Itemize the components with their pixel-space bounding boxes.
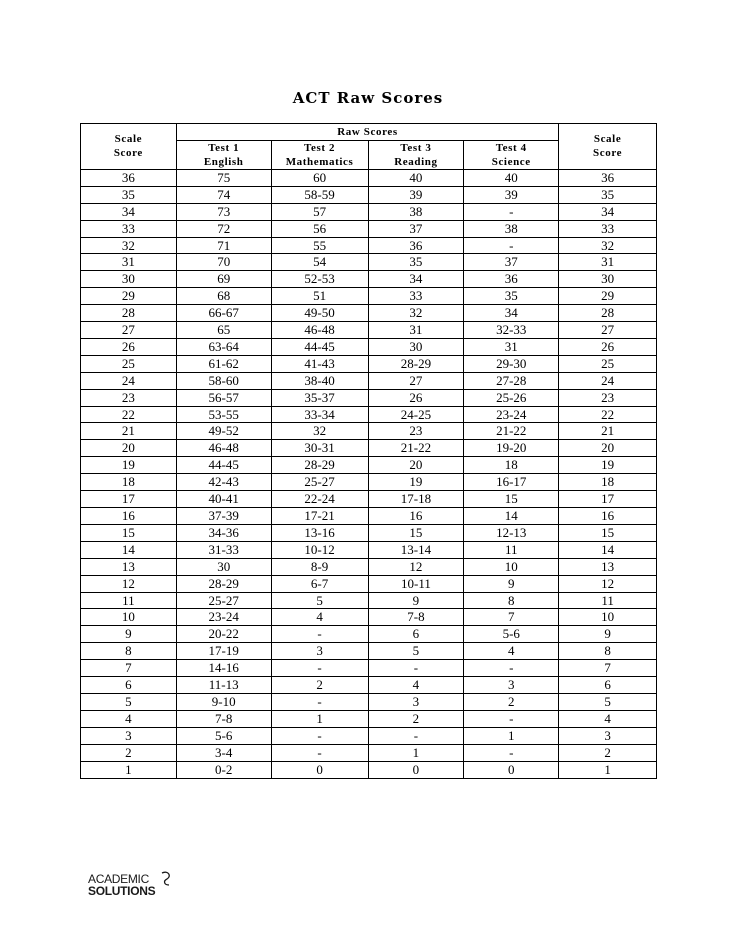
table-cell: 35-37 — [271, 389, 368, 406]
table-row — [81, 372, 657, 389]
table-cell: 27 — [559, 322, 657, 339]
academic-solutions-logo — [88, 873, 155, 897]
table-cell: 11 — [81, 592, 177, 609]
table-cell: 27 — [368, 372, 464, 389]
table-cell: 16 — [81, 508, 177, 525]
table-cell: 7 — [464, 609, 559, 626]
table-cell: 21 — [81, 423, 177, 440]
table-cell: 38-40 — [271, 372, 368, 389]
table-cell: 23 — [368, 423, 464, 440]
table-cell: 10 — [464, 558, 559, 575]
table-cell: 17-21 — [271, 508, 368, 525]
table-cell: 38 — [368, 203, 464, 220]
table-cell: 12 — [559, 575, 657, 592]
table-cell: 46-48 — [176, 440, 271, 457]
table-cell: 10 — [559, 609, 657, 626]
table-row — [81, 220, 657, 237]
table-header — [81, 124, 657, 170]
table-cell: 40 — [464, 169, 559, 186]
table-row — [81, 575, 657, 592]
table-cell: 34 — [559, 203, 657, 220]
table-cell: 73 — [176, 203, 271, 220]
table-cell: 20-22 — [176, 626, 271, 643]
logo-line-2: SOLUTIONS — [88, 884, 156, 898]
test-1-header: Test 1 English — [176, 140, 271, 169]
table-cell: 3 — [271, 643, 368, 660]
table-cell: 57 — [271, 203, 368, 220]
table-row — [81, 406, 657, 423]
table-cell: 52-53 — [271, 271, 368, 288]
table-row — [81, 524, 657, 541]
table-cell: 24 — [81, 372, 177, 389]
table-cell: 26 — [559, 338, 657, 355]
table-cell: - — [368, 727, 464, 744]
table-row — [81, 558, 657, 575]
table-row — [81, 338, 657, 355]
table-cell: 34 — [368, 271, 464, 288]
table-cell: 1 — [368, 744, 464, 761]
table-cell: 2 — [81, 744, 177, 761]
table-cell: 42-43 — [176, 474, 271, 491]
table-cell: 30-31 — [271, 440, 368, 457]
table-cell: 1 — [559, 761, 657, 778]
table-cell: 44-45 — [176, 457, 271, 474]
table-cell: 13-14 — [368, 541, 464, 558]
table-cell: 32 — [81, 237, 177, 254]
table-cell: 12 — [81, 575, 177, 592]
table-cell: 13 — [81, 558, 177, 575]
table-cell: 49-52 — [176, 423, 271, 440]
table-cell: 54 — [271, 254, 368, 271]
table-row — [81, 660, 657, 677]
table-cell: 25 — [81, 355, 177, 372]
table-cell: 13 — [559, 558, 657, 575]
table-cell: 36 — [464, 271, 559, 288]
table-body — [81, 169, 657, 778]
table-cell: 32 — [271, 423, 368, 440]
table-cell: 35 — [81, 186, 177, 203]
table-row — [81, 389, 657, 406]
table-cell: 69 — [176, 271, 271, 288]
table-cell: 31 — [464, 338, 559, 355]
table-cell: 18 — [81, 474, 177, 491]
table-cell: 33 — [368, 288, 464, 305]
table-row — [81, 254, 657, 271]
table-cell: 16-17 — [464, 474, 559, 491]
table-cell: 26 — [368, 389, 464, 406]
table-cell: 58-60 — [176, 372, 271, 389]
table-cell: 9 — [464, 575, 559, 592]
table-cell: 11-13 — [176, 677, 271, 694]
logo-line-1: ACADEMIC — [88, 872, 149, 886]
table-cell: 14 — [81, 541, 177, 558]
table-cell: 13-16 — [271, 524, 368, 541]
table-row — [81, 643, 657, 660]
table-cell: 10-12 — [271, 541, 368, 558]
table-row — [81, 440, 657, 457]
table-cell: 25-27 — [271, 474, 368, 491]
table-cell: 20 — [81, 440, 177, 457]
table-cell: 17 — [81, 491, 177, 508]
table-cell: 28 — [559, 305, 657, 322]
table-cell: 2 — [464, 693, 559, 710]
table-cell: 7-8 — [368, 609, 464, 626]
table-cell: 9 — [81, 626, 177, 643]
table-cell: 10 — [81, 609, 177, 626]
table-cell: 15 — [81, 524, 177, 541]
table-cell: 55 — [271, 237, 368, 254]
table-cell: 9-10 — [176, 693, 271, 710]
table-cell: 4 — [559, 710, 657, 727]
table-cell: 29 — [559, 288, 657, 305]
table-cell: 15 — [559, 524, 657, 541]
table-cell: 7 — [559, 660, 657, 677]
act-raw-scores-table — [80, 123, 657, 779]
raw-scores-header: Raw Scores — [176, 124, 558, 141]
table-cell: 0-2 — [176, 761, 271, 778]
table-cell: 32 — [368, 305, 464, 322]
table-cell: - — [368, 660, 464, 677]
table-cell: 56 — [271, 220, 368, 237]
scale-score-header-left: Scale Score — [81, 124, 177, 170]
table-cell: 34-36 — [176, 524, 271, 541]
table-cell: 21 — [559, 423, 657, 440]
table-row — [81, 609, 657, 626]
table-cell: 4 — [81, 710, 177, 727]
table-cell: 21-22 — [368, 440, 464, 457]
table-cell: 7-8 — [176, 710, 271, 727]
table-cell: 24 — [559, 372, 657, 389]
swirl-icon — [158, 870, 174, 888]
table-cell: 20 — [559, 440, 657, 457]
table-cell: 6-7 — [271, 575, 368, 592]
table-cell: 61-62 — [176, 355, 271, 372]
table-cell: 5 — [271, 592, 368, 609]
table-cell: 2 — [368, 710, 464, 727]
table-cell: 33 — [81, 220, 177, 237]
table-cell: 41-43 — [271, 355, 368, 372]
table-cell: 17 — [559, 491, 657, 508]
table-cell: 40 — [368, 169, 464, 186]
table-cell: 32 — [559, 237, 657, 254]
test-3-header: Test 3 Reading — [368, 140, 464, 169]
table-row — [81, 322, 657, 339]
table-row — [81, 541, 657, 558]
table-cell: 32-33 — [464, 322, 559, 339]
table-cell: 33 — [559, 220, 657, 237]
table-cell: 29 — [81, 288, 177, 305]
table-cell: 22-24 — [271, 491, 368, 508]
table-cell: 4 — [464, 643, 559, 660]
table-cell: 25 — [559, 355, 657, 372]
table-cell: 16 — [559, 508, 657, 525]
table-cell: 74 — [176, 186, 271, 203]
table-cell: 12 — [368, 558, 464, 575]
table-cell: 3 — [81, 727, 177, 744]
table-cell: 14-16 — [176, 660, 271, 677]
table-cell: 2 — [559, 744, 657, 761]
table-cell: 19-20 — [464, 440, 559, 457]
table-cell: 27 — [81, 322, 177, 339]
table-cell: 23-24 — [176, 609, 271, 626]
table-cell: 4 — [368, 677, 464, 694]
table-row — [81, 288, 657, 305]
table-cell: 28-29 — [368, 355, 464, 372]
table-cell: 1 — [81, 761, 177, 778]
table-cell: 30 — [176, 558, 271, 575]
table-cell: 9 — [368, 592, 464, 609]
table-cell: 38 — [464, 220, 559, 237]
table-cell: 7 — [81, 660, 177, 677]
table-row — [81, 744, 657, 761]
table-cell: 34 — [81, 203, 177, 220]
table-cell: 46-48 — [271, 322, 368, 339]
table-cell: 30 — [368, 338, 464, 355]
table-cell: 14 — [559, 541, 657, 558]
table-cell: 18 — [464, 457, 559, 474]
table-cell: 4 — [271, 609, 368, 626]
table-cell: 5 — [368, 643, 464, 660]
table-cell: 66-67 — [176, 305, 271, 322]
table-cell: 35 — [559, 186, 657, 203]
table-cell: 19 — [559, 457, 657, 474]
table-cell: - — [271, 744, 368, 761]
table-cell: 31 — [559, 254, 657, 271]
table-row — [81, 710, 657, 727]
table-cell: 40-41 — [176, 491, 271, 508]
table-row — [81, 169, 657, 186]
table-cell: 28-29 — [176, 575, 271, 592]
table-cell: 1 — [464, 727, 559, 744]
table-cell: 5 — [81, 693, 177, 710]
table-cell: - — [464, 660, 559, 677]
table-cell: 12-13 — [464, 524, 559, 541]
table-cell: 17-19 — [176, 643, 271, 660]
table-row — [81, 474, 657, 491]
table-cell: - — [271, 626, 368, 643]
table-row — [81, 423, 657, 440]
table-cell: 5 — [559, 693, 657, 710]
table-cell: 25-26 — [464, 389, 559, 406]
table-cell: 5-6 — [176, 727, 271, 744]
test-2-header: Test 2 Mathematics — [271, 140, 368, 169]
table-cell: 53-55 — [176, 406, 271, 423]
table-cell: 75 — [176, 169, 271, 186]
table-row — [81, 508, 657, 525]
table-cell: 35 — [464, 288, 559, 305]
table-row — [81, 305, 657, 322]
table-cell: 6 — [559, 677, 657, 694]
table-cell: 11 — [559, 592, 657, 609]
table-cell: 0 — [464, 761, 559, 778]
table-cell: 6 — [368, 626, 464, 643]
table-cell: 23 — [81, 389, 177, 406]
table-cell: 34 — [464, 305, 559, 322]
table-cell: 3 — [464, 677, 559, 694]
table-cell: 60 — [271, 169, 368, 186]
table-row — [81, 761, 657, 778]
table-cell: 15 — [464, 491, 559, 508]
table-row — [81, 677, 657, 694]
table-row — [81, 186, 657, 203]
table-cell: 23 — [559, 389, 657, 406]
table-cell: 25-27 — [176, 592, 271, 609]
table-cell: 63-64 — [176, 338, 271, 355]
table-cell: 28-29 — [271, 457, 368, 474]
table-cell: 0 — [271, 761, 368, 778]
table-cell: 31-33 — [176, 541, 271, 558]
table-cell: - — [271, 727, 368, 744]
table-cell: 1 — [271, 710, 368, 727]
table-cell: 3 — [559, 727, 657, 744]
table-cell: 23-24 — [464, 406, 559, 423]
table-cell: 27-28 — [464, 372, 559, 389]
table-cell: 22 — [81, 406, 177, 423]
test-4-header: Test 4 Science — [464, 140, 559, 169]
table-cell: 31 — [368, 322, 464, 339]
table-cell: 37 — [464, 254, 559, 271]
table-cell: 2 — [271, 677, 368, 694]
table-cell: 56-57 — [176, 389, 271, 406]
table-row — [81, 203, 657, 220]
table-cell: - — [464, 744, 559, 761]
table-cell: 5-6 — [464, 626, 559, 643]
table-cell: 70 — [176, 254, 271, 271]
table-row — [81, 237, 657, 254]
table-cell: 6 — [81, 677, 177, 694]
table-row — [81, 592, 657, 609]
table-row — [81, 626, 657, 643]
table-cell: 44-45 — [271, 338, 368, 355]
table-cell: 16 — [368, 508, 464, 525]
table-row — [81, 355, 657, 372]
table-row — [81, 491, 657, 508]
table-cell: - — [271, 660, 368, 677]
table-cell: 36 — [368, 237, 464, 254]
table-cell: 10-11 — [368, 575, 464, 592]
table-cell: 11 — [464, 541, 559, 558]
table-cell: 58-59 — [271, 186, 368, 203]
table-cell: 22 — [559, 406, 657, 423]
table-cell: 26 — [81, 338, 177, 355]
table-cell: 9 — [559, 626, 657, 643]
table-cell: 18 — [559, 474, 657, 491]
table-cell: 35 — [368, 254, 464, 271]
table-cell: 33-34 — [271, 406, 368, 423]
table-cell: 31 — [81, 254, 177, 271]
table-cell: 39 — [368, 186, 464, 203]
table-cell: 37-39 — [176, 508, 271, 525]
table-cell: 65 — [176, 322, 271, 339]
table-cell: 71 — [176, 237, 271, 254]
table-cell: - — [464, 710, 559, 727]
table-cell: 20 — [368, 457, 464, 474]
table-cell: - — [464, 237, 559, 254]
table-cell: 8 — [559, 643, 657, 660]
table-cell: 8 — [464, 592, 559, 609]
table-cell: - — [271, 693, 368, 710]
table-cell: 24-25 — [368, 406, 464, 423]
table-cell: 49-50 — [271, 305, 368, 322]
table-cell: 8-9 — [271, 558, 368, 575]
table-cell: 72 — [176, 220, 271, 237]
table-cell: 39 — [464, 186, 559, 203]
table-cell: 68 — [176, 288, 271, 305]
scale-score-header-right: Scale Score — [559, 124, 657, 170]
table-row — [81, 693, 657, 710]
table-cell: 36 — [81, 169, 177, 186]
table-cell: 30 — [559, 271, 657, 288]
table-cell: 36 — [559, 169, 657, 186]
table-cell: 14 — [464, 508, 559, 525]
table-row — [81, 457, 657, 474]
table-cell: 29-30 — [464, 355, 559, 372]
table-cell: 37 — [368, 220, 464, 237]
table-cell: 3-4 — [176, 744, 271, 761]
table-cell: 51 — [271, 288, 368, 305]
table-cell: 15 — [368, 524, 464, 541]
table-cell: 28 — [81, 305, 177, 322]
table-row — [81, 271, 657, 288]
table-cell: 0 — [368, 761, 464, 778]
table-cell: - — [464, 203, 559, 220]
page-title: ACT Raw Scores — [292, 89, 444, 107]
table-cell: 19 — [368, 474, 464, 491]
table-cell: 3 — [368, 693, 464, 710]
table-cell: 19 — [81, 457, 177, 474]
table-cell: 21-22 — [464, 423, 559, 440]
table-row — [81, 727, 657, 744]
table-cell: 17-18 — [368, 491, 464, 508]
table-cell: 30 — [81, 271, 177, 288]
table-cell: 8 — [81, 643, 177, 660]
